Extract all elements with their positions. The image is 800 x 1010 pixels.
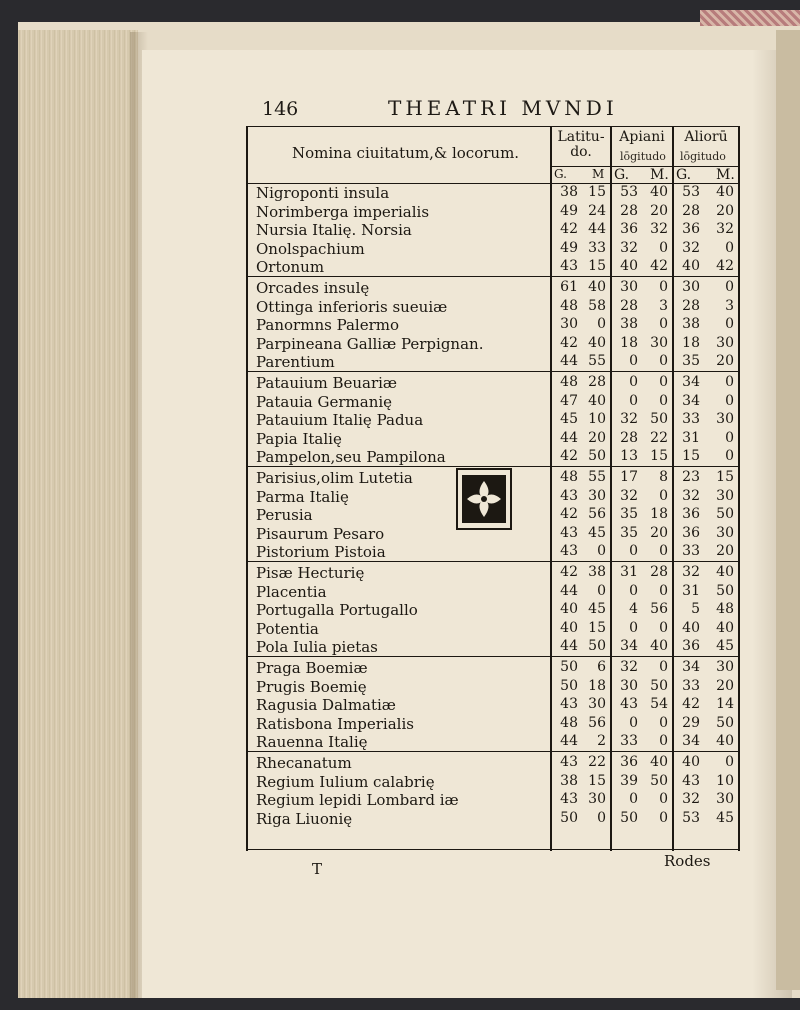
table-row <box>246 258 740 276</box>
ap-m-value: 40 <box>650 638 668 655</box>
table-row <box>246 448 740 466</box>
lat-m-value: 58 <box>588 297 606 314</box>
lat-g-value: 44 <box>560 733 578 750</box>
printers-ornament <box>456 468 512 530</box>
table-row <box>246 638 740 656</box>
group-divider <box>246 656 740 657</box>
al-m-value: 30 <box>716 411 734 428</box>
table-row <box>246 620 740 638</box>
lat-m-heading: M <box>592 167 605 181</box>
ap-m-value: 0 <box>659 392 668 409</box>
table-row <box>246 791 740 809</box>
place-name: Patauium Italię Padua <box>256 411 424 430</box>
signature-mark: T <box>312 860 323 878</box>
names-column-heading: Nomina ciuitatum,& locorum. <box>292 144 520 162</box>
al-g-value: 40 <box>682 754 700 770</box>
group-divider <box>246 561 740 562</box>
lat-g-value: 50 <box>560 659 578 675</box>
table-row <box>246 221 740 239</box>
al-g-value: 40 <box>682 258 700 275</box>
al-g-value: 30 <box>682 279 700 295</box>
table-row <box>246 184 740 202</box>
table-row <box>246 353 740 371</box>
al-m-value: 40 <box>716 733 734 750</box>
aliorum-g-heading: G. <box>676 167 692 183</box>
place-name: Pistorium Pistoia <box>256 543 386 562</box>
al-m-value: 20 <box>716 677 734 694</box>
al-g-value: 33 <box>682 411 700 428</box>
ap-g-value: 28 <box>620 297 638 314</box>
place-name: Patauium Beuariæ <box>256 374 398 392</box>
lat-m-value: 2 <box>597 733 606 750</box>
al-g-value: 31 <box>682 582 700 599</box>
lat-g-value: 47 <box>560 392 578 409</box>
al-g-value: 18 <box>682 334 700 351</box>
al-m-value: 20 <box>716 353 734 370</box>
lat-m-value: 55 <box>588 469 606 485</box>
al-m-value: 30 <box>716 791 734 808</box>
ap-g-value: 30 <box>620 677 638 694</box>
lat-m-value: 0 <box>597 543 606 560</box>
al-g-value: 31 <box>682 429 700 446</box>
ap-g-value: 0 <box>629 353 638 370</box>
lat-m-value: 45 <box>588 524 606 541</box>
ap-g-value: 35 <box>620 524 638 541</box>
ap-m-value: 0 <box>659 791 668 808</box>
place-name: Prugis Boemię <box>256 677 367 696</box>
lat-g-value: 42 <box>560 506 578 523</box>
lat-m-value: 0 <box>597 809 606 826</box>
al-m-value: 3 <box>725 297 734 314</box>
place-name: Pisaurum Pesaro <box>256 524 385 543</box>
ap-m-value: 22 <box>650 429 668 446</box>
aliorum-heading: Aliorū <box>684 129 728 145</box>
group-divider <box>246 751 740 752</box>
ap-g-value: 35 <box>620 506 638 523</box>
place-name: Pola Iulia pietas <box>256 638 378 657</box>
group-divider <box>246 371 740 372</box>
lat-g-value: 61 <box>560 279 578 295</box>
ap-m-value: 50 <box>650 411 668 428</box>
ap-g-value: 43 <box>620 696 638 713</box>
al-m-value: 40 <box>716 184 734 200</box>
place-name: Rauenna Italię <box>256 733 368 752</box>
place-name: Ratisbona Imperialis <box>256 714 414 733</box>
lat-g-value: 43 <box>560 543 578 560</box>
lat-m-value: 50 <box>588 638 606 655</box>
lat-g-value: 38 <box>560 772 578 789</box>
lat-m-value: 10 <box>588 411 606 428</box>
al-g-value: 33 <box>682 677 700 694</box>
place-name: Placentia <box>256 582 327 601</box>
ap-m-value: 20 <box>650 524 668 541</box>
lat-g-value: 42 <box>560 221 578 238</box>
al-m-value: 30 <box>716 334 734 351</box>
lat-m-value: 50 <box>588 448 606 465</box>
ap-m-value: 30 <box>650 334 668 351</box>
ap-g-value: 36 <box>620 754 638 770</box>
al-g-value: 53 <box>682 809 700 826</box>
ap-g-value: 30 <box>620 279 638 295</box>
table-row <box>246 754 740 772</box>
al-m-value: 30 <box>716 659 734 675</box>
ap-g-value: 28 <box>620 202 638 219</box>
ap-g-value: 0 <box>629 714 638 731</box>
place-name: Panormns Palermo <box>256 316 400 335</box>
ap-g-value: 28 <box>620 429 638 446</box>
ap-m-value: 0 <box>659 714 668 731</box>
table-row <box>246 678 740 696</box>
al-g-value: 34 <box>682 392 700 409</box>
place-name: Ragusia Dalmatiæ <box>256 696 396 715</box>
al-m-value: 42 <box>716 258 734 275</box>
al-m-value: 50 <box>716 714 734 731</box>
ap-m-value: 0 <box>659 659 668 675</box>
page-edges <box>18 30 138 998</box>
lat-g-value: 44 <box>560 353 578 370</box>
latitude-heading: Latitu-do. <box>557 129 605 160</box>
lat-m-value: 45 <box>588 601 606 618</box>
lat-m-value: 56 <box>588 506 606 523</box>
ap-g-value: 33 <box>620 733 638 750</box>
al-g-value: 36 <box>682 506 700 523</box>
place-name: Parpineana Galliæ Perpignan. <box>256 334 484 353</box>
ap-m-value: 0 <box>659 316 668 333</box>
al-m-value: 0 <box>725 392 734 409</box>
ap-g-value: 17 <box>620 469 638 485</box>
lat-m-value: 40 <box>588 392 606 409</box>
ap-g-value: 0 <box>629 582 638 599</box>
al-g-value: 33 <box>682 543 700 560</box>
ap-m-value: 0 <box>659 353 668 370</box>
subhead-rule <box>550 166 740 167</box>
lat-m-value: 33 <box>588 239 606 256</box>
lat-m-value: 40 <box>588 279 606 295</box>
lat-g-value: 40 <box>560 619 578 636</box>
al-g-value: 32 <box>682 487 700 504</box>
al-m-value: 0 <box>725 239 734 256</box>
ap-g-value: 13 <box>620 448 638 465</box>
ap-m-value: 40 <box>650 184 668 200</box>
al-g-value: 38 <box>682 316 700 333</box>
ap-g-value: 36 <box>620 221 638 238</box>
lat-m-value: 15 <box>588 258 606 275</box>
aliorum-m-heading: M. <box>716 167 735 183</box>
al-g-value: 36 <box>682 221 700 238</box>
apiani-g-heading: G. <box>614 167 630 183</box>
cover-cloth <box>700 10 800 26</box>
al-g-value: 23 <box>682 469 700 485</box>
ap-m-value: 20 <box>650 202 668 219</box>
ap-g-value: 0 <box>629 619 638 636</box>
al-m-value: 48 <box>716 601 734 618</box>
lat-g-value: 43 <box>560 258 578 275</box>
ap-g-value: 0 <box>629 374 638 390</box>
place-name: Parentium <box>256 353 335 372</box>
al-m-value: 0 <box>725 316 734 333</box>
lat-m-value: 30 <box>588 487 606 504</box>
al-m-value: 0 <box>725 279 734 295</box>
lat-g-value: 49 <box>560 239 578 256</box>
al-m-value: 40 <box>716 564 734 580</box>
lat-g-value: 45 <box>560 411 578 428</box>
ap-g-value: 4 <box>629 601 638 618</box>
ap-m-value: 0 <box>659 543 668 560</box>
table-row <box>246 279 740 297</box>
fleuron-icon <box>462 475 506 523</box>
lat-g-value: 42 <box>560 334 578 351</box>
lat-m-value: 44 <box>588 221 606 238</box>
al-g-value: 42 <box>682 696 700 713</box>
al-m-value: 32 <box>716 221 734 238</box>
al-g-value: 36 <box>682 524 700 541</box>
apiani-m-heading: M. <box>650 167 669 183</box>
lat-g-value: 44 <box>560 582 578 599</box>
place-name: Papia Italię <box>256 429 342 448</box>
ap-g-value: 32 <box>620 411 638 428</box>
al-m-value: 10 <box>716 772 734 789</box>
page-number: 146 <box>262 98 299 120</box>
al-m-value: 0 <box>725 374 734 390</box>
al-m-value: 0 <box>725 448 734 465</box>
table-row <box>246 564 740 582</box>
ap-g-value: 0 <box>629 392 638 409</box>
lat-m-value: 0 <box>597 316 606 333</box>
al-g-value: 34 <box>682 659 700 675</box>
al-m-value: 0 <box>725 429 734 446</box>
lat-g-value: 38 <box>560 184 578 200</box>
ap-m-value: 50 <box>650 677 668 694</box>
ap-m-value: 0 <box>659 239 668 256</box>
lat-m-value: 22 <box>588 754 606 770</box>
lat-m-value: 28 <box>588 374 606 390</box>
table-row <box>246 659 740 677</box>
lat-g-value: 44 <box>560 638 578 655</box>
table-row <box>246 411 740 429</box>
ap-m-value: 0 <box>659 733 668 750</box>
ap-g-value: 32 <box>620 659 638 675</box>
lat-g-value: 43 <box>560 791 578 808</box>
place-name: Nigroponti insula <box>256 184 390 202</box>
ap-m-value: 18 <box>650 506 668 523</box>
table-row <box>246 810 740 828</box>
al-g-value: 35 <box>682 353 700 370</box>
table-row <box>246 335 740 353</box>
al-g-value: 29 <box>682 714 700 731</box>
place-name: Perusia <box>256 506 313 525</box>
lat-m-value: 40 <box>588 334 606 351</box>
frame-bottom <box>246 849 740 850</box>
lat-m-value: 24 <box>588 202 606 219</box>
al-m-value: 20 <box>716 202 734 219</box>
al-g-value: 34 <box>682 733 700 750</box>
place-name: Nursia Italię. Norsia <box>256 221 412 240</box>
place-name: Norimberga imperialis <box>256 202 430 221</box>
ap-m-value: 0 <box>659 487 668 504</box>
lat-g-value: 48 <box>560 297 578 314</box>
table-row <box>246 240 740 258</box>
lat-m-value: 15 <box>588 184 606 200</box>
place-name: Portugalla Portugallo <box>256 601 418 620</box>
lat-g-value: 30 <box>560 316 578 333</box>
al-m-value: 14 <box>716 696 734 713</box>
lat-g-value: 43 <box>560 487 578 504</box>
lat-g-value: 42 <box>560 448 578 465</box>
ap-m-value: 0 <box>659 374 668 390</box>
ap-m-value: 0 <box>659 809 668 826</box>
lat-g-value: 48 <box>560 374 578 390</box>
lat-m-value: 15 <box>588 619 606 636</box>
al-g-value: 43 <box>682 772 700 789</box>
ap-g-value: 18 <box>620 334 638 351</box>
place-name: Praga Boemiæ <box>256 659 368 677</box>
apiani-subheading: lōgitudo <box>620 150 666 163</box>
lat-g-value: 50 <box>560 809 578 826</box>
place-name: Riga Liuonię <box>256 809 353 828</box>
al-g-value: 36 <box>682 638 700 655</box>
table-row <box>246 696 740 714</box>
al-m-value: 20 <box>716 543 734 560</box>
place-name: Pisæ Hecturię <box>256 564 365 582</box>
table-row <box>246 543 740 561</box>
ap-g-value: 32 <box>620 487 638 504</box>
aliorum-subheading: lōgitudo <box>680 150 726 163</box>
table-row <box>246 203 740 221</box>
lat-g-value: 43 <box>560 524 578 541</box>
ap-g-value: 32 <box>620 239 638 256</box>
ap-m-value: 28 <box>650 564 668 580</box>
ap-g-value: 53 <box>620 184 638 200</box>
table-row <box>246 601 740 619</box>
lat-m-value: 15 <box>588 772 606 789</box>
lat-m-value: 38 <box>588 564 606 580</box>
place-name: Parisius,olim Lutetia <box>256 469 413 487</box>
lat-g-value: 44 <box>560 429 578 446</box>
place-name: Ottinga inferioris sueuiæ <box>256 297 448 316</box>
place-name: Potentia <box>256 619 319 638</box>
al-g-value: 40 <box>682 619 700 636</box>
al-m-value: 0 <box>725 754 734 770</box>
lat-m-value: 0 <box>597 582 606 599</box>
ap-m-value: 0 <box>659 619 668 636</box>
lat-m-value: 55 <box>588 353 606 370</box>
ap-m-value: 54 <box>650 696 668 713</box>
table-row <box>246 393 740 411</box>
lat-g-value: 42 <box>560 564 578 580</box>
ap-g-value: 0 <box>629 791 638 808</box>
place-name: Ortonum <box>256 258 325 277</box>
ap-m-value: 3 <box>659 297 668 314</box>
al-m-value: 30 <box>716 487 734 504</box>
running-title: THEATRI MVNDI <box>388 96 618 120</box>
place-name: Patauia Germanię <box>256 392 393 411</box>
ap-g-value: 38 <box>620 316 638 333</box>
ap-g-value: 0 <box>629 543 638 560</box>
ap-m-value: 50 <box>650 772 668 789</box>
place-name: Orcades insulę <box>256 279 370 297</box>
place-name: Regium Iulium calabrię <box>256 772 435 791</box>
apiani-heading: Apiani <box>619 129 665 145</box>
ap-g-value: 31 <box>620 564 638 580</box>
table-row <box>246 773 740 791</box>
place-name: Regium lepidi Lombard iæ <box>256 791 459 810</box>
al-m-value: 15 <box>716 469 734 485</box>
ap-g-value: 39 <box>620 772 638 789</box>
lat-m-value: 20 <box>588 429 606 446</box>
table-row <box>246 298 740 316</box>
ap-m-value: 56 <box>650 601 668 618</box>
table-row <box>246 374 740 392</box>
ap-m-value: 42 <box>650 258 668 275</box>
lat-g-value: 43 <box>560 754 578 770</box>
table-row <box>246 583 740 601</box>
ap-m-value: 8 <box>659 469 668 485</box>
catchword: Rodes <box>664 852 711 870</box>
facing-page-edge <box>776 30 800 990</box>
lat-m-value: 56 <box>588 714 606 731</box>
al-g-value: 53 <box>682 184 700 200</box>
al-m-value: 30 <box>716 524 734 541</box>
al-g-value: 15 <box>682 448 700 465</box>
al-g-value: 32 <box>682 239 700 256</box>
al-g-value: 5 <box>691 601 700 618</box>
al-g-value: 28 <box>682 297 700 314</box>
lat-m-value: 18 <box>588 677 606 694</box>
al-g-value: 28 <box>682 202 700 219</box>
table-row <box>246 430 740 448</box>
al-g-value: 32 <box>682 564 700 580</box>
group-divider <box>246 276 740 277</box>
lat-m-value: 30 <box>588 791 606 808</box>
ap-m-value: 15 <box>650 448 668 465</box>
al-m-value: 40 <box>716 619 734 636</box>
lat-g-value: 50 <box>560 677 578 694</box>
table-row <box>246 316 740 334</box>
place-name: Rhecanatum <box>256 754 352 772</box>
lat-g-value: 48 <box>560 469 578 485</box>
table-row <box>246 715 740 733</box>
lat-m-value: 30 <box>588 696 606 713</box>
lat-g-value: 40 <box>560 601 578 618</box>
frame-top <box>246 126 740 127</box>
lat-g-value: 48 <box>560 714 578 731</box>
lat-g-value: 43 <box>560 696 578 713</box>
al-m-value: 45 <box>716 638 734 655</box>
place-name: Pampelon,seu Pampilona <box>256 448 446 467</box>
ap-g-value: 34 <box>620 638 638 655</box>
lat-g-value: 49 <box>560 202 578 219</box>
ap-g-value: 50 <box>620 809 638 826</box>
lat-m-value: 6 <box>597 659 606 675</box>
ap-m-value: 32 <box>650 221 668 238</box>
lat-g-heading: G. <box>554 167 567 181</box>
ap-m-value: 40 <box>650 754 668 770</box>
al-g-value: 34 <box>682 374 700 390</box>
al-m-value: 50 <box>716 506 734 523</box>
ap-m-value: 0 <box>659 279 668 295</box>
place-name: Parma Italię <box>256 487 349 506</box>
al-m-value: 50 <box>716 582 734 599</box>
al-m-value: 45 <box>716 809 734 826</box>
ap-m-value: 0 <box>659 582 668 599</box>
place-name: Onolspachium <box>256 239 365 258</box>
al-g-value: 32 <box>682 791 700 808</box>
table-row <box>246 733 740 751</box>
ap-g-value: 40 <box>620 258 638 275</box>
